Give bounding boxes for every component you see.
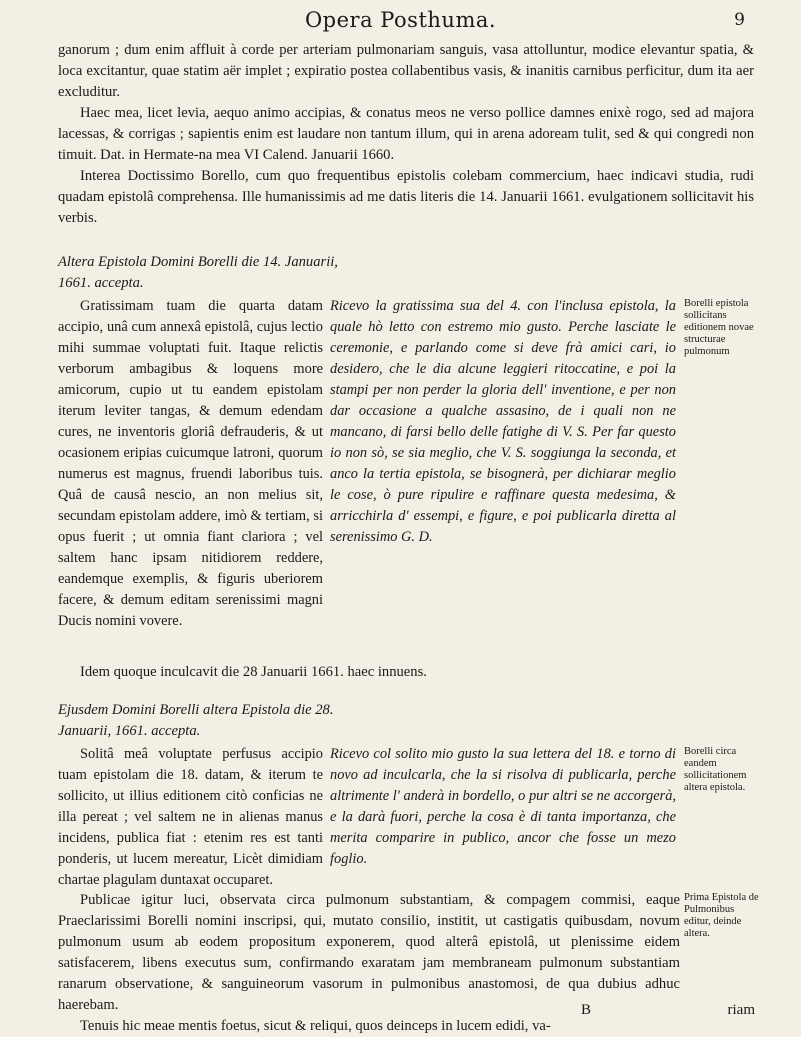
running-header	[0, 8, 801, 38]
letter1-margin-note: Borelli epistola sollicitans editionem novae structurae pulmonum	[684, 298, 754, 357]
bridge-line: Idem quoque inculcavit die 28 Januarii 1661. haec innuens.	[80, 664, 427, 680]
letter2-latin: Solitâ meâ voluptate perfusus accipio tuam epistolam die 18. datam, & iterum te sollicito, ut illius editionem citò conficias ne illa pereat ; vel saltem ne in alienas manus incidens, publica fiat : etenim res est tanti ponderis, ut lucem mereatur, Licèt dimidiam chartae plagulam duntaxat occuparet.	[58, 746, 323, 888]
intro-paragraph-1: ganorum ; dum enim affluit à corde per arteriam pulmonariam sanguis, vasa attolluntur, modice elevantur spatia, & loca excitantur, quae statim aër implet ; expiratio postea collabentibus vasis, & inanitis carnibus perficitur, dum ita aer excluditur.	[58, 42, 754, 100]
letter2-italian-column	[330, 744, 676, 870]
letter2-italian: Ricevo col solito mio gusto la sua lettera del 18. e torno di novo ad inculcarla, che la si risolva di publicarla, perche altrimente l' anderà in bordello, o pur altri se ne accorgerà, e la darà fuori, perche la cosa è di tanta importanza, che merita comparire in publico, ancor che fosse un mezo foglio.	[330, 746, 676, 867]
letter1-italian-column	[330, 296, 676, 548]
page-number: 9	[734, 10, 745, 30]
closing-margin-note: Prima Epistola de Pulmonibus editur, deinde altera.	[684, 892, 759, 939]
signature-mark: B	[580, 1002, 591, 1018]
letter1-heading: Altera Epistola Domini Borelli die 14. Januarii, 1661. accepta.	[58, 254, 338, 291]
letter2-latin-column	[58, 744, 323, 891]
letter1-italian: Ricevo la gratissima sua del 4. con l'inclusa epistola, la quale hò letto con estremo mio gusto. Perche lasciate le ceremonie, e parlando come si deve frà amici cari, io desidero, che le dia alcune leggieri ritoccatine, e poi la stampi per non perder la gloria dell' inventione, e per non dar occasione a qualche assasino, de i quali non ne mancano, di farsi bello delle fatighe di V. S. Per far questo io non sò, se sia meglio, che V. S. soggiunga la seconda, et anco la tertia epistola, se bisognerà, per dichiarar meglio le cose, ò pure ripulire e raffinare questa medesima, & arricchirla d' essempi, e figure, e poi publicarla diretta al serenissimo G. D.	[330, 298, 676, 545]
closing-paragraph-1: Publicae igitur luci, observata circa pulmonum substantiam, & compagem commisi, eaque Praeclarissimi Borelli nomini inscripsi, qui, mutato consilio, institit, ut castigatis quibusdam, novum pulmonum usum ab eodem propositum exponerem, quod alterâ epistolâ, ut plenissime eidem satisfacerem, libens executus sum, confirmando exaratam jam membraneam pulmonum substantiam ranarum observatione, & sanguineorum vasorum in pulmonibus anastomosi, de qua dubius adhuc haerebam.	[58, 892, 680, 1013]
intro-paragraph-3: Interea Doctissimo Borello, cum quo frequentibus epistolis colebam commercium, haec indicavi studia, rudi quadam epistolâ comprehensa. Ille humanissimis ad me datis literis die 14. Januarii 1661. evulgationem sollicitavit his verbis.	[58, 168, 754, 226]
header-title: Opera Posthuma.	[304, 8, 497, 32]
intro-paragraph-2: Haec mea, licet levia, aequo animo accipias, & conatus meos ne verso pollice damnes enixè rogo, sed ad majora lacessas, & corrigas ; sapientis enim est laudare non tantum illum, qui in arena adoream tulit, sed & qui congredi non timuit. Dat. in Hermate-na mea VI Calend. Januarii 1660.	[58, 105, 754, 163]
letter2-heading: Ejusdem Domini Borelli altera Epistola die 28. Januarii, 1661. accepta.	[58, 702, 334, 739]
intro-block	[58, 40, 754, 229]
letter1-latin: Gratissimam tuam die quarta datam accipio, unâ cum annexâ epistolâ, cujus lectio mihi summae voluptati fuit. Itaque relictis verborum ambagibus & loquens more amicorum, cupio ut tu eandem epistolam iterum leviter tangas, & demum edendam cures, ne inventoris gloriâ defrauderis, & ut ocasionem eripias cuicumque latroni, quorum numerus est magnus, fruendi laboribus tuis. Quâ de causâ nescio, an non melius sit, secundam epistolam addere, imò & tertiam, si opus fuerit ; ut omnia fiant clariora ; vel saltem hanc ipsam nitidiorem reddere, eandemque exemplis, & figuris uberiorem facere, & demum editam serenissimi magni Ducis nomini vovere.	[58, 298, 323, 629]
closing-paragraph-2: Tenuis hic meae mentis foetus, sicut & reliqui, quos deinceps in lucem edidi, va-	[80, 1018, 551, 1034]
letter2-margin-note: Borelli circa eandem sollicitationem altera epistola.	[684, 746, 747, 793]
catchword: riam	[727, 1002, 755, 1018]
letter1-latin-column	[58, 296, 323, 632]
